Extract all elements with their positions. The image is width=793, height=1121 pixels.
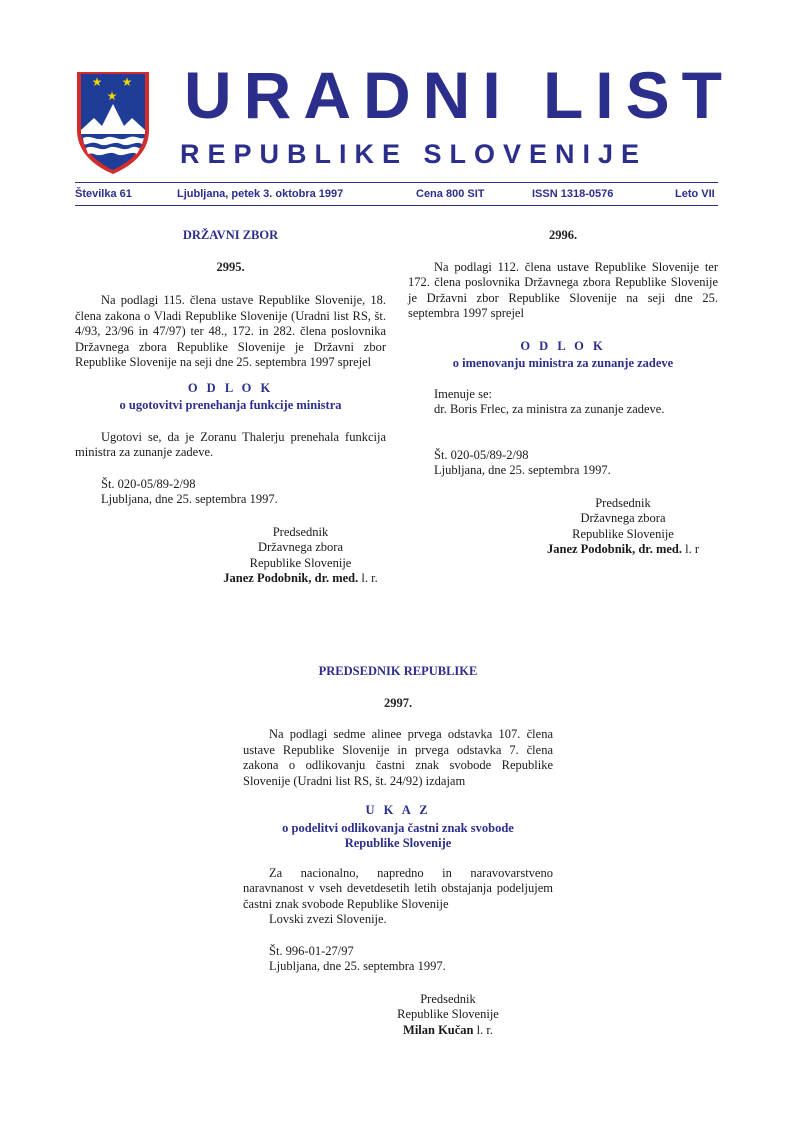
signature-title: Predsednik bbox=[420, 991, 476, 1006]
act-date: Ljubljana, dne 25. septembra 1997. bbox=[434, 463, 611, 477]
signature-title: Predsednik bbox=[272, 524, 329, 539]
header-rule-top bbox=[75, 182, 718, 183]
act-reference: Št. 020-05/89-2/98 bbox=[101, 476, 196, 491]
signature-suffix: l. r. bbox=[358, 571, 378, 585]
signature-body: Republike Slovenije bbox=[397, 1007, 499, 1021]
signature-body: Državnega zbora bbox=[580, 511, 666, 525]
act-type: U K A Z bbox=[365, 803, 431, 817]
act-signature bbox=[75, 525, 386, 587]
act-number: 2997. bbox=[383, 695, 413, 710]
issue-number: Številka 61 bbox=[75, 188, 132, 200]
coat-of-arms-icon bbox=[74, 68, 152, 176]
act-2996 bbox=[408, 228, 718, 558]
act-subject: Republike Slovenije bbox=[344, 836, 452, 850]
act-body: Lovski zvezi Slovenije. bbox=[269, 912, 387, 926]
act-subject: o podelitvi odlikovanja častni znak svobode bbox=[282, 820, 514, 835]
act-body: dr. Boris Frlec, za ministra za zunanje zadeve. bbox=[434, 402, 665, 416]
act-body: Za nacionalno, napredno in naravovarstveno naravnanost v vseh devetdesetih letih obstajanja podeljujem častni znak svobode Republike Slovenije bbox=[243, 865, 553, 911]
gazette-title: URADNI LIST bbox=[184, 58, 734, 132]
act-signature bbox=[243, 992, 553, 1039]
signature-body: Državnega zbora bbox=[257, 540, 344, 554]
act-preamble: Na podlagi 115. člena ustave Republike Slovenije, 18. člena zakona o Vladi Republike Slovenije (Uradni list RS, št. 4/93, 23/96 in 47/97) ter 48., 172. in 282. člena poslovnika Državnega zbora Republike Slovenije je Državni zbor Republike Slovenije na seji dne 25. septembra 1997 sprejel bbox=[75, 293, 386, 369]
act-body: Imenuje se: bbox=[434, 386, 492, 401]
issue-year: Leto VII bbox=[675, 188, 715, 200]
act-subject: o ugotovitvi prenehanja funkcije ministra bbox=[119, 398, 342, 412]
act-type: O D L O K bbox=[187, 380, 274, 395]
issue-price: Cena 800 SIT bbox=[416, 188, 485, 200]
section-heading: PREDSEDNIK REPUBLIKE bbox=[318, 664, 478, 678]
signature-suffix: l. r. bbox=[473, 1022, 493, 1037]
act-2997 bbox=[243, 664, 553, 1038]
act-2995 bbox=[75, 228, 386, 587]
act-number: 2996. bbox=[548, 228, 578, 242]
svg-text:★: ★ bbox=[106, 89, 118, 103]
act-preamble: Na podlagi 112. člena ustave Republike Slovenije ter 172. člena poslovnika Državnega zbora Republike Slovenije je Državni zbor Republike Slovenije na seji dne 25. septembra 1997 sprejel bbox=[408, 259, 718, 320]
signature-suffix: l. r bbox=[681, 542, 699, 556]
signature-title: Predsednik bbox=[595, 495, 651, 510]
signature-name: Janez Podobnik, dr. med. bbox=[223, 571, 359, 585]
signature-body: Republike Slovenije bbox=[572, 526, 674, 541]
act-reference: Št. 996-01-27/97 bbox=[269, 943, 354, 958]
act-date: Ljubljana, dne 25. septembra 1997. bbox=[101, 492, 278, 506]
act-type: O D L O K bbox=[520, 338, 606, 353]
gazette-subtitle: REPUBLIKE SLOVENIJE bbox=[180, 139, 648, 169]
signature-body: Republike Slovenije bbox=[249, 555, 352, 570]
signature-name: Milan Kučan bbox=[403, 1022, 474, 1037]
act-preamble: Na podlagi sedme alinee prvega odstavka 107. člena ustave Republike Slovenije in prvega odstavka 7. člena zakona o odlikovanju častni znak svobode Republike Slovenije (Uradni list RS, št. 24/92) izdajam bbox=[243, 727, 553, 788]
act-subject: o imenovanju ministra za zunanje zadeve bbox=[452, 356, 674, 370]
act-reference: Št. 020-05/89-2/98 bbox=[434, 447, 529, 462]
header-rule-bottom bbox=[75, 205, 718, 206]
issue-place-date: Ljubljana, petek 3. oktobra 1997 bbox=[177, 188, 344, 200]
issue-issn: ISSN 1318-0576 bbox=[532, 188, 614, 200]
act-body: Ugotovi se, da je Zoranu Thalerju prenehala funkcija ministra za zunanje zadeve. bbox=[75, 429, 386, 459]
act-signature bbox=[408, 496, 718, 558]
signature-name: Janez Podobnik, dr. med. bbox=[547, 542, 682, 556]
svg-text:★: ★ bbox=[121, 75, 133, 89]
act-number: 2995. bbox=[216, 259, 245, 274]
svg-text:★: ★ bbox=[91, 75, 103, 89]
section-heading: DRŽAVNI ZBOR bbox=[182, 228, 279, 242]
act-date: Ljubljana, dne 25. septembra 1997. bbox=[269, 959, 446, 973]
